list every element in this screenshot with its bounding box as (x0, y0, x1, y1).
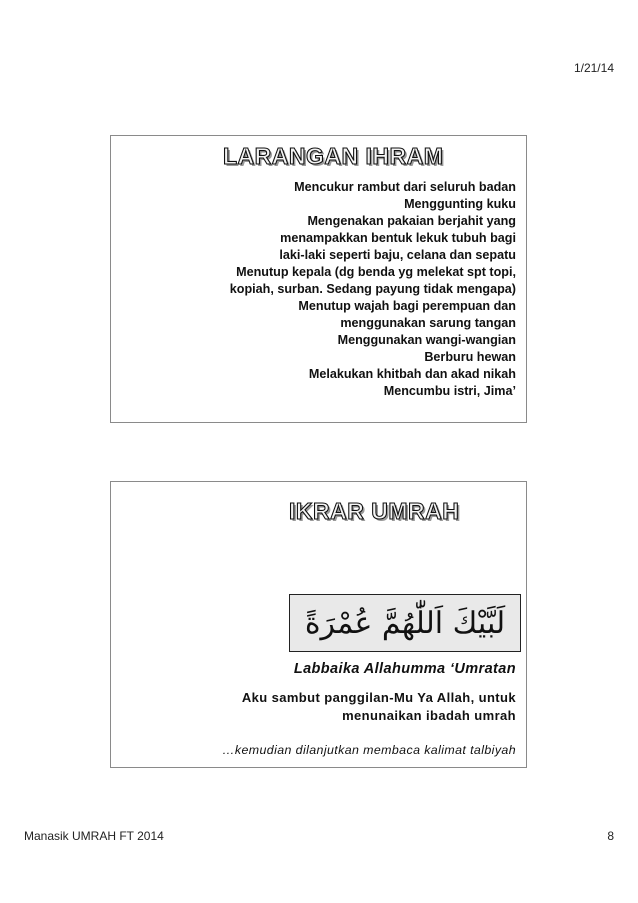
list-item: Mencumbu istri, Jima’ (383, 384, 516, 398)
list-item: Mencukur rambut dari seluruh badan (294, 180, 516, 194)
arabic-text-box (289, 594, 521, 652)
slide-title: LARANGAN IHRAM (223, 143, 444, 169)
translation-line: Aku sambut panggilan-Mu Ya Allah, untuk (241, 690, 516, 705)
slide-title: IKRAR UMRAH (289, 498, 460, 524)
continuation-note: …kemudian dilanjutkan membaca kalimat talbiyah (222, 743, 516, 757)
list-item: Menutup kepala (dg benda yg melekat spt topi, (236, 265, 516, 279)
list-item: Menggunakan wangi-wangian (337, 333, 516, 347)
list-item: Berburu hewan (424, 350, 516, 364)
list-item: Mengenakan pakaian berjahit yang (307, 214, 516, 228)
list-item: Melakukan khitbah dan akad nikah (308, 367, 516, 381)
arabic-niat-text: لَبَّيْكَ اَللّٰهُمَّ عُمْرَةً (304, 605, 506, 641)
translation-line: menunaikan ibadah umrah (342, 708, 516, 723)
translation (242, 689, 516, 725)
list-item: Menutup wajah bagi perempuan dan (298, 299, 516, 313)
slide-larangan-ihram (110, 135, 527, 423)
transliteration: Labbaika Allahumma ‘Umratan (293, 661, 516, 677)
list-item: menggunakan sarung tangan (340, 316, 516, 330)
header-date: 1/21/14 (573, 61, 614, 75)
list-item: Menggunting kuku (404, 197, 516, 211)
footer-title: Manasik UMRAH FT 2014 (24, 829, 164, 843)
list-item: menampakkan bentuk lekuk tubuh bagi (280, 231, 516, 245)
list-item: laki-laki seperti baju, celana dan sepatu (279, 248, 516, 262)
page-number: 8 (607, 829, 614, 843)
list-item: kopiah, surban. Sedang payung tidak mengapa) (229, 282, 516, 296)
prohibition-list (230, 179, 516, 400)
slide-ikrar-umrah (110, 481, 527, 768)
